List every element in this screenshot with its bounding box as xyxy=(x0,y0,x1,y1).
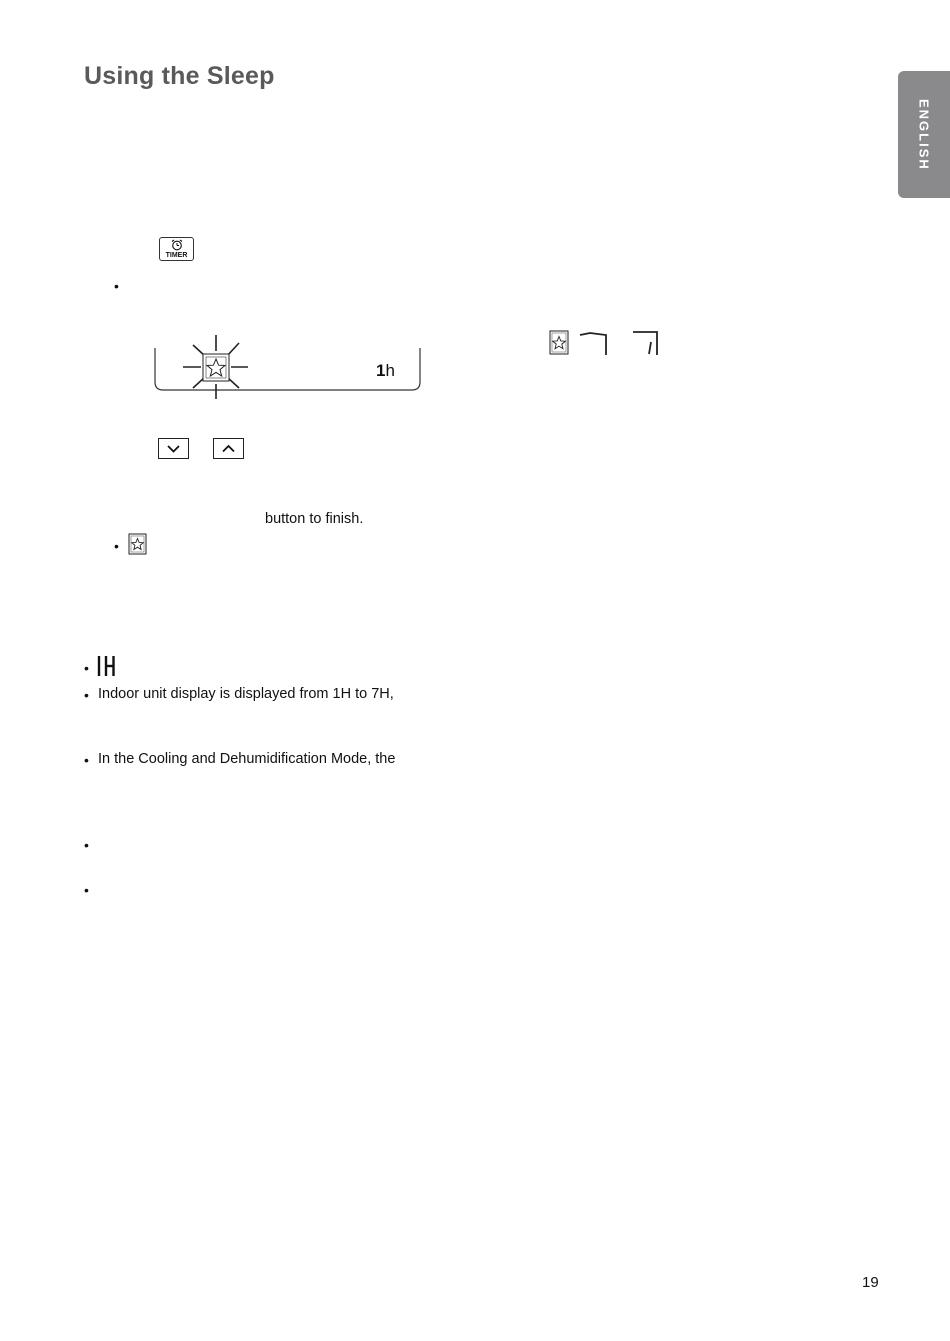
language-tab-label: ENGLISH xyxy=(916,98,932,171)
lcd-hour-readout xyxy=(376,358,395,384)
page-number: 19 xyxy=(862,1274,879,1291)
timer-button-label: TIMER xyxy=(165,252,188,259)
down-button[interactable] xyxy=(158,438,189,459)
page-title: Using the Sleep xyxy=(84,62,275,90)
lcd-hour-unit: h xyxy=(385,361,395,380)
indoor-1h-display-icon xyxy=(96,654,118,678)
lcd-hour-digit: 1 xyxy=(376,361,386,380)
star-icon xyxy=(549,330,569,355)
up-button[interactable] xyxy=(213,438,244,459)
bullet: • xyxy=(84,837,89,853)
indoor-display-note: Indoor unit display is displayed from 1H to 7H, xyxy=(98,686,394,702)
bullet: • xyxy=(84,752,89,768)
star-icon xyxy=(128,533,147,555)
bullet: • xyxy=(114,538,119,554)
cooling-mode-note: In the Cooling and Dehumidification Mode, the xyxy=(98,751,396,767)
bullet: • xyxy=(84,687,89,703)
chevron-down-icon xyxy=(159,439,188,458)
segment-indicator-icon xyxy=(578,328,668,358)
bullet: • xyxy=(114,278,119,294)
alarm-clock-icon xyxy=(170,239,184,251)
language-tab xyxy=(898,71,950,198)
bullet: • xyxy=(84,660,89,676)
timer-button[interactable] xyxy=(159,237,194,261)
bullet: • xyxy=(84,882,89,898)
finish-instruction: button to finish. xyxy=(265,511,364,527)
chevron-up-icon xyxy=(214,439,243,458)
